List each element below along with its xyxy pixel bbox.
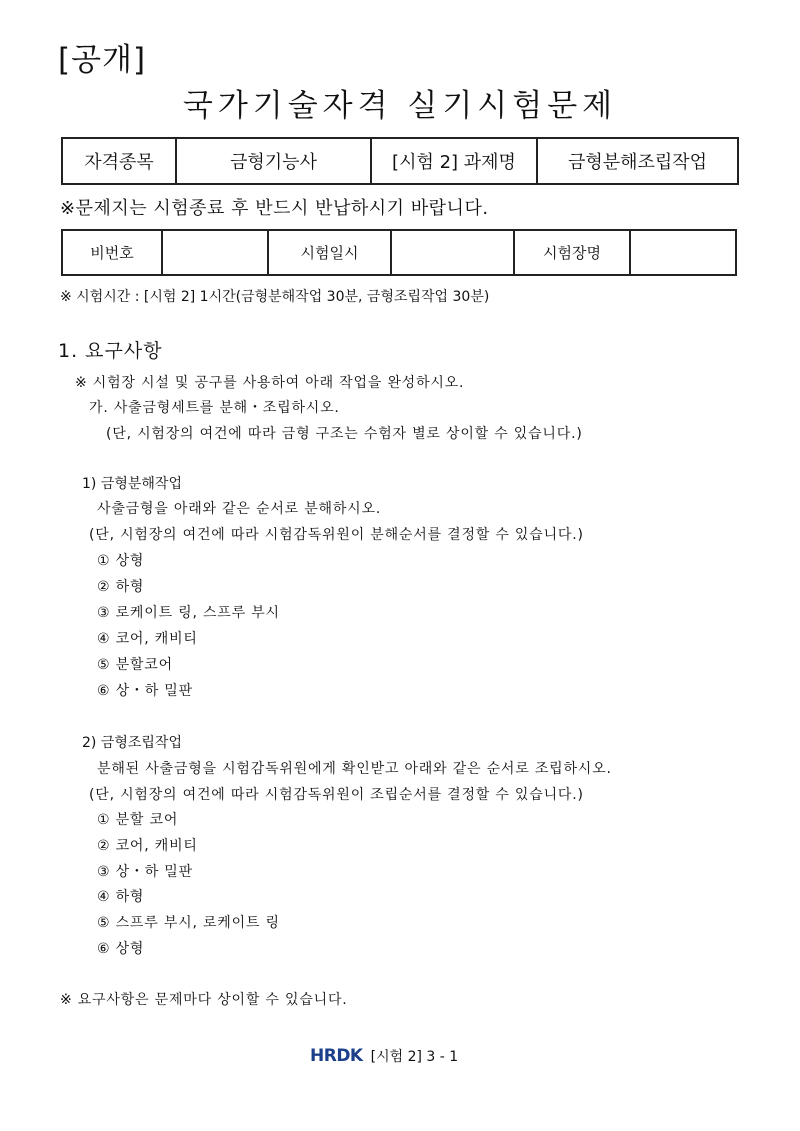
task-value: 금형분해조립작업 <box>537 138 738 184</box>
assembly-note: (단, 시험장의 여건에 따라 시험감독위원이 조립순서를 결정할 수 있습니다.) <box>89 787 584 803</box>
task-label: [시험 2] 과제명 <box>371 138 537 184</box>
page-number: [시험 2] 3 - 1 <box>370 1049 459 1065</box>
public-label: [공개] <box>58 42 147 78</box>
assembly-instruction: 분해된 사출금형을 시험감독위원에게 확인받고 아래와 같은 순서로 조립하시오. <box>97 761 612 777</box>
disassembly-title: 1) 금형분해작업 <box>82 476 182 492</box>
exam-time-note: ※ 시험시간 : [시험 2] 1시간(금형분해작업 30분, 금형조립작업 30분) <box>60 289 490 305</box>
disassembly-instruction: 사출금형을 아래와 같은 순서로 분해하시오. <box>97 501 382 517</box>
task-item-a: 가. 사출금형세트를 분해・조립하시오. <box>89 400 340 416</box>
qualification-label: 자격종목 <box>62 138 176 184</box>
exam-venue-label: 시험장명 <box>514 230 630 275</box>
list-item: ② 하형 <box>97 579 145 595</box>
exam-venue-field <box>630 230 736 275</box>
page-footer <box>310 1046 458 1066</box>
qualification-value: 금형기능사 <box>176 138 371 184</box>
list-item: ③ 로케이트 링, 스프루 부시 <box>97 605 280 621</box>
exam-date-field <box>391 230 514 275</box>
document-title: 국가기술자격 실기시험문제 <box>182 88 618 124</box>
list-item: ③ 상・하 밀판 <box>97 864 193 880</box>
hrdk-logo: HRDK <box>310 1046 363 1066</box>
list-item: ① 분할 코어 <box>97 812 179 828</box>
list-item: ① 상형 <box>97 553 145 569</box>
closing-note: ※ 요구사항은 문제마다 상이할 수 있습니다. <box>60 992 348 1008</box>
qualification-table <box>61 137 739 185</box>
list-item: ⑥ 상형 <box>97 941 145 957</box>
candidate-number-label: 비번호 <box>62 230 162 275</box>
disassembly-note: (단, 시험장의 여건에 따라 시험감독위원이 분해순서를 결정할 수 있습니다.) <box>89 527 584 543</box>
return-notice: ※문제지는 시험종료 후 반드시 반납하시기 바랍니다. <box>60 198 489 219</box>
list-item: ④ 코어, 캐비티 <box>97 631 198 647</box>
task-item-a-note: (단, 시험장의 여건에 따라 금형 구조는 수험자 별로 상이할 수 있습니다.) <box>106 426 583 442</box>
list-item: ② 코어, 캐비티 <box>97 838 198 854</box>
exam-info-table <box>61 229 737 276</box>
list-item: ④ 하형 <box>97 889 145 905</box>
list-item: ⑤ 분할코어 <box>97 657 173 673</box>
list-item: ⑤ 스프루 부시, 로케이트 링 <box>97 915 280 931</box>
exam-date-label: 시험일시 <box>268 230 391 275</box>
candidate-number-field <box>162 230 268 275</box>
section-title: 1. 요구사항 <box>58 340 163 362</box>
section-intro: ※ 시험장 시설 및 공구를 사용하여 아래 작업을 완성하시오. <box>75 375 465 391</box>
list-item: ⑥ 상・하 밀판 <box>97 683 193 699</box>
assembly-title: 2) 금형조립작업 <box>82 735 182 751</box>
